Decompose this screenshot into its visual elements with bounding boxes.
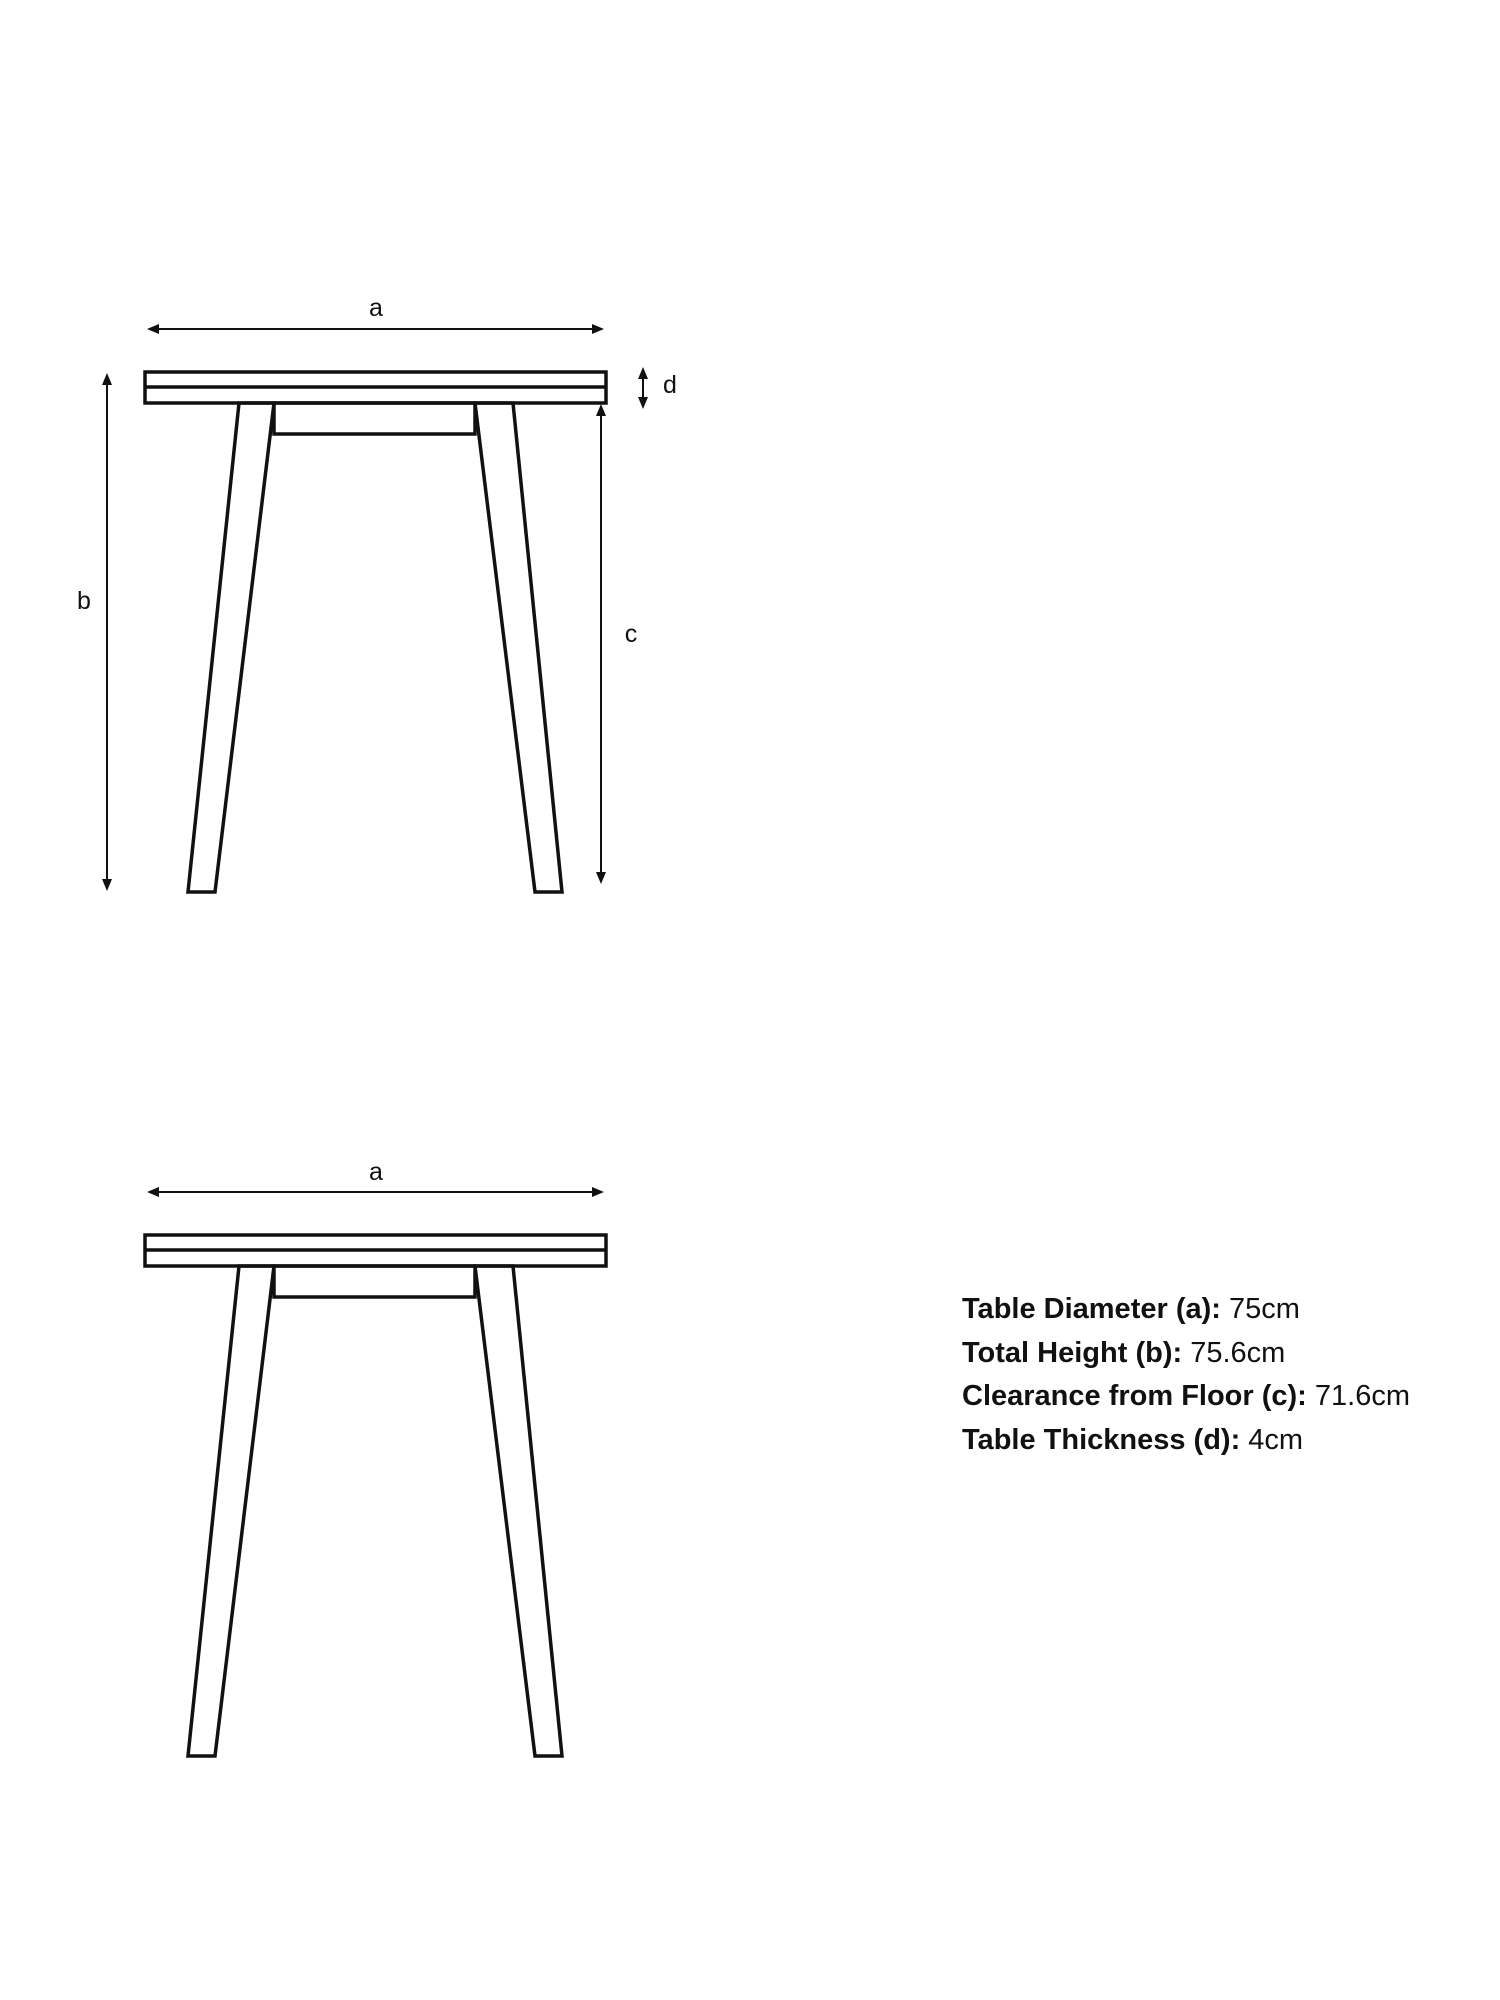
arrow-down-icon bbox=[638, 397, 648, 409]
spec-label: Table Thickness (d): bbox=[962, 1423, 1241, 1456]
spec-value: 75cm bbox=[1228, 1293, 1300, 1325]
spec-value: 4cm bbox=[1248, 1423, 1304, 1456]
spec-label: Table Diameter (a): bbox=[962, 1293, 1221, 1325]
dimension-d-label: d bbox=[663, 371, 677, 399]
spec-value: 75.6cm bbox=[1190, 1336, 1286, 1369]
dimension-d bbox=[638, 367, 648, 409]
dimension-b-label: b bbox=[77, 587, 91, 615]
arrow-left-icon bbox=[147, 324, 159, 334]
table-apron bbox=[274, 403, 475, 434]
dimension-a bbox=[147, 324, 604, 334]
arrow-left-icon bbox=[147, 1187, 159, 1197]
spec-table-diameter bbox=[962, 1288, 1482, 1332]
dimension-c bbox=[596, 404, 606, 884]
arrow-up-icon bbox=[638, 367, 648, 379]
dimension-a-label: a bbox=[369, 1158, 383, 1186]
spec-total-height bbox=[962, 1332, 1482, 1376]
arrow-right-icon bbox=[592, 324, 604, 334]
dimension-a-label: a bbox=[369, 294, 383, 322]
dimension-b bbox=[102, 373, 112, 891]
arrow-up-icon bbox=[596, 404, 606, 416]
spec-label: Total Height (b): bbox=[962, 1336, 1183, 1369]
table-leg-left bbox=[188, 403, 274, 892]
arrow-down-icon bbox=[102, 879, 112, 891]
table-apron bbox=[274, 1266, 475, 1297]
spec-table-thickness bbox=[962, 1419, 1482, 1463]
dimension-a bbox=[147, 1187, 604, 1197]
arrow-up-icon bbox=[102, 373, 112, 385]
spec-clearance-from-floor bbox=[962, 1375, 1482, 1419]
spec-label: Clearance from Floor (c): bbox=[962, 1380, 1307, 1412]
arrow-right-icon bbox=[592, 1187, 604, 1197]
arrow-down-icon bbox=[596, 872, 606, 884]
table-leg-right bbox=[475, 403, 562, 892]
dimension-c-label: c bbox=[624, 620, 638, 648]
table-elevation-bottom bbox=[145, 1158, 606, 1756]
table-leg-right bbox=[475, 1266, 562, 1756]
table-elevation-top bbox=[77, 294, 677, 892]
dimension-spec-list bbox=[962, 1288, 1482, 1462]
spec-value: 71.6cm bbox=[1314, 1380, 1411, 1412]
table-leg-left bbox=[188, 1266, 274, 1756]
